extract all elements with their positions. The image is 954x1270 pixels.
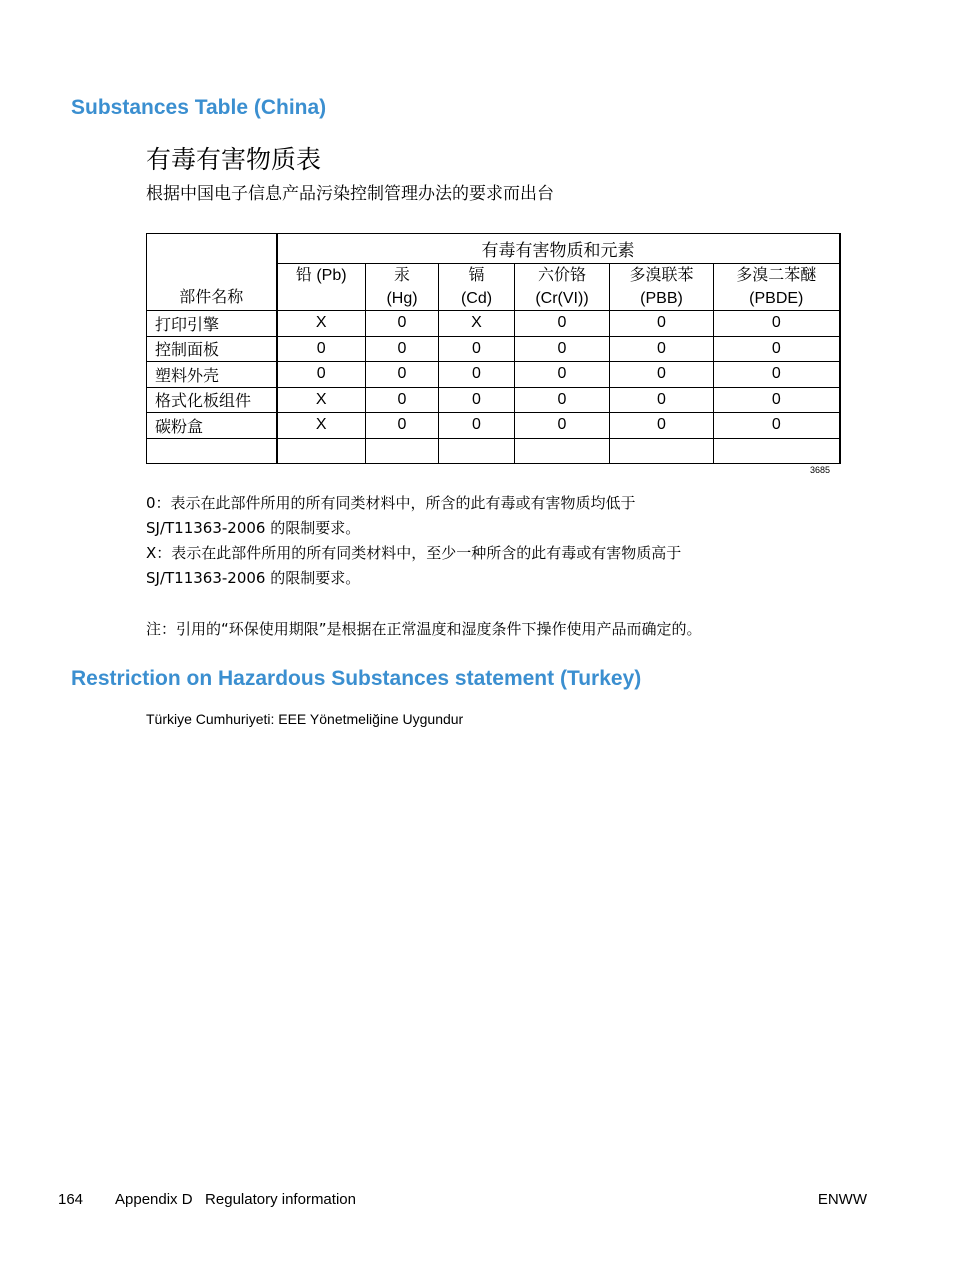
footnote: 注：引用的“环保使用期限”是根据在正常温度和湿度条件下操作使用产品而确定的。 bbox=[146, 620, 702, 638]
column-header-crvi: 六价铬 (Cr(VI)) bbox=[515, 264, 610, 311]
cn-table-subtitle: 根据中国电子信息产品污染控制管理办法的要求而出台 bbox=[146, 184, 554, 204]
value-cell: 0 bbox=[439, 413, 515, 439]
section-heading-turkey: Restriction on Hazardous Substances statement (Turkey) bbox=[71, 667, 642, 690]
empty-cell bbox=[366, 438, 439, 464]
value-cell: 0 bbox=[277, 362, 366, 388]
page-number: 164 bbox=[58, 1191, 84, 1208]
figure-id: 3685 bbox=[810, 465, 831, 475]
turkey-statement: Türkiye Cumhuriyeti: EEE Yönetmeliğine Uygundur bbox=[146, 711, 464, 727]
value-cell: 0 bbox=[277, 336, 366, 362]
table-row-empty bbox=[147, 438, 840, 464]
note-x-line2: SJ/T11363-2006 的限制要求。 bbox=[146, 569, 361, 587]
value-cell: 0 bbox=[714, 387, 840, 413]
column-header-pb: 铅 (Pb) bbox=[277, 264, 366, 311]
note-zero-line1: 0：表示在此部件所用的所有同类材料中，所含的此有毒或有害物质均低于 bbox=[146, 494, 636, 512]
table-row bbox=[147, 336, 840, 362]
table-row bbox=[147, 311, 840, 337]
value-cell: 0 bbox=[714, 413, 840, 439]
note-x-line1: X：表示在此部件所用的所有同类材料中，至少一种所含的此有毒或有害物质高于 bbox=[146, 544, 682, 562]
value-cell: 0 bbox=[366, 413, 439, 439]
value-cell: 0 bbox=[515, 362, 610, 388]
value-cell: 0 bbox=[366, 336, 439, 362]
cn-table-title: 有毒有害物质表 bbox=[146, 145, 322, 174]
value-cell: 0 bbox=[439, 362, 515, 388]
table-row bbox=[147, 387, 840, 413]
value-cell: 0 bbox=[714, 336, 840, 362]
value-cell: 0 bbox=[610, 387, 714, 413]
value-cell: 0 bbox=[610, 336, 714, 362]
part-name-cell: 控制面板 bbox=[147, 336, 277, 362]
table-row bbox=[147, 413, 840, 439]
value-cell: 0 bbox=[366, 387, 439, 413]
value-cell: 0 bbox=[366, 311, 439, 337]
empty-cell bbox=[277, 438, 366, 464]
part-name-cell: 打印引擎 bbox=[147, 311, 277, 337]
value-cell: 0 bbox=[515, 413, 610, 439]
value-cell: 0 bbox=[610, 362, 714, 388]
value-cell: 0 bbox=[610, 413, 714, 439]
column-header-pbb: 多溴联苯 (PBB) bbox=[610, 264, 714, 311]
value-cell: 0 bbox=[714, 311, 840, 337]
section-heading-china: Substances Table (China) bbox=[71, 96, 327, 119]
value-cell: 0 bbox=[366, 362, 439, 388]
substances-group-header: 有毒有害物质和元素 bbox=[277, 234, 840, 264]
value-cell: 0 bbox=[515, 387, 610, 413]
part-name-cell: 碳粉盒 bbox=[147, 413, 277, 439]
note-zero-line2: SJ/T11363-2006 的限制要求。 bbox=[146, 519, 361, 537]
value-cell: 0 bbox=[714, 362, 840, 388]
empty-cell bbox=[147, 438, 277, 464]
value-cell: X bbox=[277, 387, 366, 413]
part-name-cell: 格式化板组件 bbox=[147, 387, 277, 413]
value-cell: X bbox=[277, 413, 366, 439]
part-name-cell: 塑料外壳 bbox=[147, 362, 277, 388]
part-name-header: 部件名称 bbox=[147, 234, 277, 311]
empty-cell bbox=[714, 438, 840, 464]
hazardous-substances-table bbox=[146, 233, 841, 464]
column-header-pbde: 多溴二苯醚 (PBDE) bbox=[714, 264, 840, 311]
value-cell: 0 bbox=[515, 336, 610, 362]
column-header-hg: 汞 (Hg) bbox=[366, 264, 439, 311]
empty-cell bbox=[515, 438, 610, 464]
value-cell: 0 bbox=[610, 311, 714, 337]
footer-right: ENWW bbox=[817, 1191, 867, 1208]
value-cell: 0 bbox=[515, 311, 610, 337]
value-cell: 0 bbox=[439, 387, 515, 413]
value-cell: X bbox=[277, 311, 366, 337]
footer-chapter: Appendix D Regulatory information bbox=[115, 1191, 356, 1208]
empty-cell bbox=[610, 438, 714, 464]
value-cell: 0 bbox=[439, 336, 515, 362]
table-row bbox=[147, 362, 840, 388]
column-header-cd: 镉 (Cd) bbox=[439, 264, 515, 311]
value-cell: X bbox=[439, 311, 515, 337]
empty-cell bbox=[439, 438, 515, 464]
